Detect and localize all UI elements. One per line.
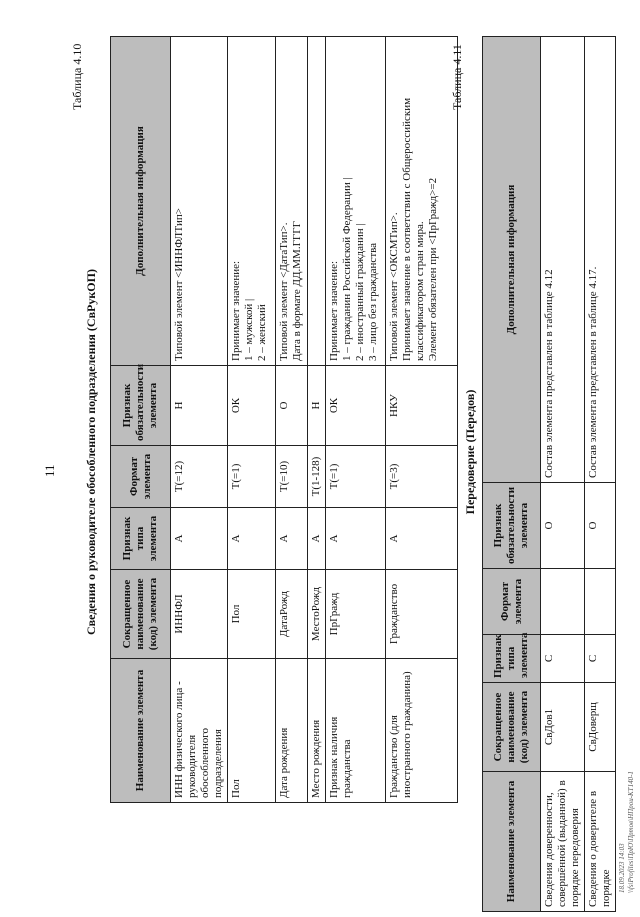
table-row (228, 37, 276, 803)
cell-name: ИНН физического лица - руководителя обособленного подразделения (171, 659, 228, 803)
table-row (308, 37, 326, 803)
table-4-11-label: Таблица 4.11 (450, 44, 464, 110)
table-row (326, 37, 386, 803)
table-row (541, 37, 585, 912)
table-4-11-header-row (483, 37, 541, 912)
header-name: Наименование элемента (111, 659, 171, 803)
table-row (171, 37, 228, 803)
cell-code: Пол (228, 570, 276, 659)
cell-code: ПрГражд (326, 570, 386, 659)
cell-name: Сведения доверенности, совершённой (выданной) в порядке передоверия (541, 772, 585, 912)
cell-required: О (276, 366, 308, 446)
cell-info (171, 37, 228, 366)
cell-name: Дата рождения (276, 659, 308, 803)
cell-required: О (585, 483, 616, 569)
table-4-10-caption: Сведения о руководителе обособленного подразделения (СвРукОП) (84, 269, 98, 635)
info-line: 3 – лицо без гражданства (367, 242, 379, 361)
cell-name: Гражданство (для иностранного гражданина) (386, 659, 458, 803)
cell-type: А (326, 508, 386, 570)
table-4-11 (482, 36, 616, 912)
table-4-11-caption: Передоверие (Передов) (463, 389, 477, 515)
info-line: Элемент обязателен при <ПрГражд>=2 (427, 177, 439, 361)
cell-required: Н (308, 366, 326, 446)
cell-required: ОК (228, 366, 276, 446)
cell-name: Место рождения (308, 659, 326, 803)
cell-type: А (308, 508, 326, 570)
cell-info (326, 37, 386, 366)
cell-format: T(=1) (228, 446, 276, 508)
info-line: 1 – мужской | (243, 298, 255, 361)
header-type: Признак типа элемента (483, 635, 541, 683)
cell-type: А (228, 508, 276, 570)
cell-info (276, 37, 308, 366)
info-line: 1 – гражданин Российской Федерации | (341, 177, 353, 361)
info-line: 2 – иностранный гражданин | (354, 223, 366, 361)
cell-code: СвДов1 (541, 683, 585, 772)
cell-name: Пол (228, 659, 276, 803)
table-4-10-label: Таблица 4.10 (70, 43, 84, 110)
cell-type: С (585, 635, 616, 683)
cell-required: О (541, 483, 585, 569)
info-line: Принимает значение: (328, 260, 340, 361)
cell-code: ИННФЛ (171, 570, 228, 659)
cell-format: T(=12) (171, 446, 228, 508)
cell-type: С (541, 635, 585, 683)
table-row (585, 37, 616, 912)
table-4-10 (110, 36, 458, 803)
header-code: Сокращенное наименование (код) элемента (111, 570, 171, 659)
footer-line: \\fs\Profiles\ПрЮ\Пртов\НПрои-КТ140-1 (627, 771, 635, 893)
info-line: Типовой элемент <ОКСМТип>. (388, 212, 400, 361)
cell-name: Признак наличия гражданства (326, 659, 386, 803)
cell-required: ОК (326, 366, 386, 446)
header-info: Дополнительная информация (483, 37, 541, 483)
footer (618, 771, 636, 893)
cell-code: МестоРожд (308, 570, 326, 659)
table-row (276, 37, 308, 803)
cell-required: НКУ (386, 366, 458, 446)
cell-code: СвДоверщ (585, 683, 616, 772)
cell-format (541, 569, 585, 635)
info-line: Принимает значение в соответствии с Общероссийским классификатором стран мира. (401, 97, 426, 361)
cell-info (308, 37, 326, 366)
cell-format: T(=3) (386, 446, 458, 508)
cell-info (386, 37, 458, 366)
page-number: 11 (42, 464, 57, 477)
cell-format: T(=1) (326, 446, 386, 508)
cell-code: ДатаРожд (276, 570, 308, 659)
table-4-10-header-row (111, 37, 171, 803)
info-line: 2 – женский (256, 304, 268, 361)
cell-type: А (171, 508, 228, 570)
info-line: Дата в формате ДД.ММ.ГГГГ (291, 220, 303, 361)
footer-line: 18.09.2023 14:03 (618, 843, 626, 893)
cell-type: А (386, 508, 458, 570)
header-info: Дополнительная информация (111, 37, 171, 366)
cell-code: Гражданство (386, 570, 458, 659)
header-format: Формат элемента (483, 569, 541, 635)
header-code: Сокращенное наименование (код) элемента (483, 683, 541, 772)
table-row (386, 37, 458, 803)
info-line: Типовой элемент <ИННФЛТип> (173, 208, 185, 361)
header-type: Признак типа элемента (111, 508, 171, 570)
cell-format: T(=10) (276, 446, 308, 508)
header-required: Признак обязательности элемента (111, 366, 171, 446)
cell-format: T(1-128) (308, 446, 326, 508)
cell-info (228, 37, 276, 366)
cell-info: Состав элемента представлен в таблице 4.17. (585, 37, 616, 483)
info-line: Принимает значение: (230, 260, 242, 361)
cell-required: Н (171, 366, 228, 446)
info-line: Типовой элемент <ДатаТип>. (278, 222, 290, 361)
cell-type: А (276, 508, 308, 570)
header-format: Формат элемента (111, 446, 171, 508)
header-required: Признак обязательности элемента (483, 483, 541, 569)
cell-info: Состав элемента представлен в таблице 4.12 (541, 37, 585, 483)
header-name: Наименование элемента (483, 772, 541, 912)
cell-name: Сведения о доверителе в порядке (585, 772, 616, 912)
cell-format (585, 569, 616, 635)
